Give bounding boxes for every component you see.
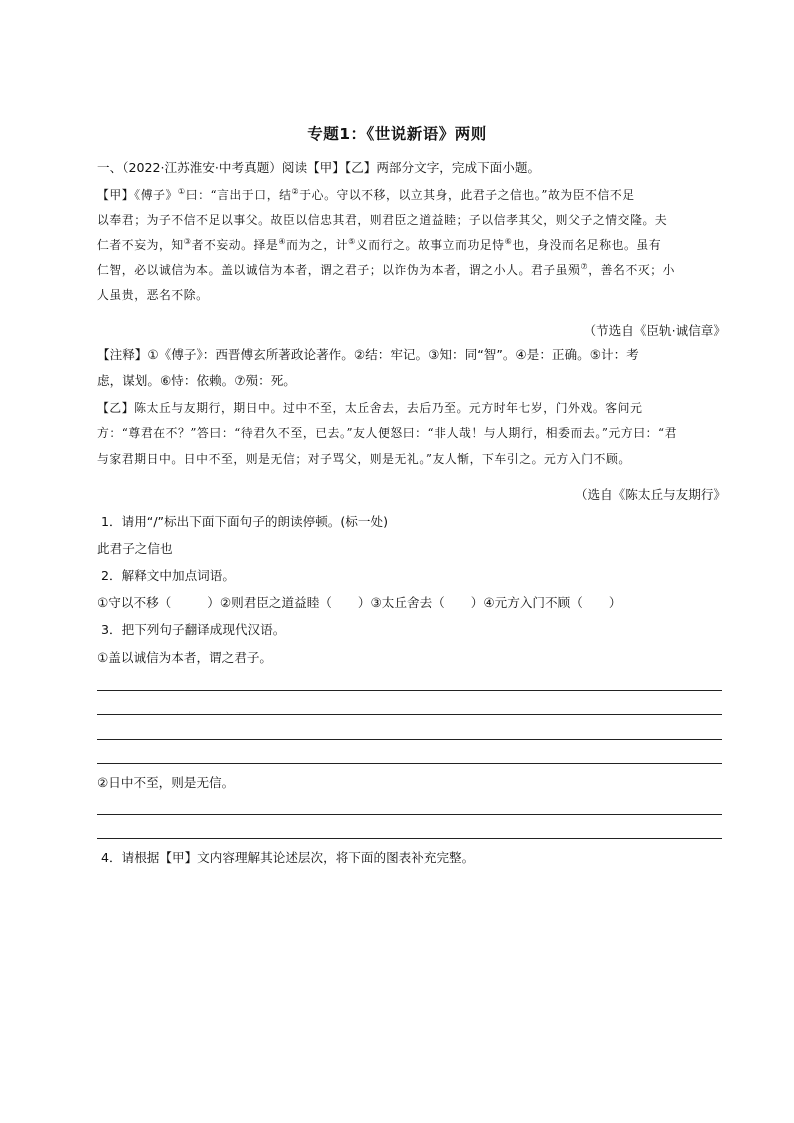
jia-text: 义而行之。故事立而功足恃 <box>355 238 505 252</box>
jia-line-2: 以奉君；为子不信不足以事父。故臣以信忠其君，则君臣之道益睦；子以信孝其父，则父子之情交隆。夫 <box>97 213 668 227</box>
jia-text: 仁智，必以诚信为本。盖以诚信为本者，谓之君子；以诈伪为本者，谓之小人。君子虽殒 <box>97 263 581 277</box>
note-mark-1: ① <box>177 187 186 197</box>
jia-text: 而为之，计 <box>286 238 349 252</box>
notes-line-2: 虑，谋划。⑥恃：依赖。⑦殒：死。 <box>97 373 296 388</box>
question-2: 2．解释文中加点词语。 <box>101 568 235 583</box>
note-mark-4: ④ <box>278 237 287 247</box>
answer-line[interactable] <box>97 763 722 764</box>
question-3: 3．把下列句子翻译成现代汉语。 <box>101 622 286 637</box>
yi-line-1 <box>97 400 727 416</box>
jia-text: 仁者不妄为，知 <box>97 238 184 252</box>
jia-text: 于心。守以不移，以立其身，此君子之信也。”故为臣不信不足 <box>299 188 635 202</box>
answer-line[interactable] <box>97 814 722 815</box>
jia-book: 《傅子》 <box>134 188 178 202</box>
note-mark-6: ⑥ <box>504 237 513 247</box>
question-2-items <box>97 595 727 611</box>
note-mark-7: ⑦ <box>580 262 589 272</box>
q2-item-1: ①守以不移（ <box>97 595 172 610</box>
yi-source: （选自《陈太丘与友期行》 <box>574 487 726 502</box>
notes-text: ①《傅子》：西晋傅玄所著政论著作。②结：牢记。③知：同“智”。④是：正确。⑤计：考 <box>147 347 639 362</box>
note-mark-3: ③ <box>183 237 192 247</box>
question-3b: ②日中不至，则是无信。 <box>97 775 235 790</box>
yi-line-2: 方：“尊君在不？”答曰：“待君久不至，已去。”友人便怒曰：“非人哉！与人期行，相委而去。”元方曰：“君 <box>97 426 678 440</box>
question-1: 1．请用“/”标出下面下面句子的朗读停顿。(标一处) <box>101 514 389 529</box>
note-mark-2: ② <box>291 187 300 197</box>
yi-line-3: 与家君期日中。日中不至，则是无信；对子骂父，则是无礼。”友人惭，下车引之。元方入门不顾。 <box>97 452 631 466</box>
q2-item-1-close: ） <box>207 595 220 610</box>
jia-line-1 <box>97 187 727 203</box>
q2-item-3: ③太丘舍去（ <box>370 595 445 610</box>
note-mark-5: ⑤ <box>348 237 356 247</box>
jia-label: 【甲】 <box>97 188 135 202</box>
jia-source: （节选自《臣轨·诚信章》 <box>583 323 726 338</box>
yi-text: 陈太丘与友期行，期日中。过中不至，太丘舍去，去后乃至。元方时年七岁，门外戏。客问元 <box>134 401 643 415</box>
jia-line-3 <box>97 237 727 253</box>
jia-line-4 <box>97 262 727 278</box>
answer-line[interactable] <box>97 739 722 740</box>
answer-line[interactable] <box>97 690 722 691</box>
notes-label: 【注释】 <box>97 347 148 362</box>
question-4: 4．请根据【甲】文内容理解其论述层次，将下面的图表补充完整。 <box>101 850 475 865</box>
q2-item-2-close: ） <box>357 595 371 610</box>
question-3a: ①盖以诚信为本者，谓之君子。 <box>97 650 273 665</box>
q2-item-4: ④元方入门不顾（ <box>483 595 583 610</box>
jia-text: 者不妄动。择是 <box>191 238 279 252</box>
jia-text: 曰：“言出于口，结 <box>185 188 292 202</box>
section-intro: 一、（2022·江苏淮安·中考真题）阅读【甲】【乙】两部分文字，完成下面小题。 <box>97 160 541 175</box>
page-title: 专题1：《世说新语》两则 <box>307 125 487 143</box>
answer-line[interactable] <box>97 714 722 715</box>
jia-text: ，善名不灭；小 <box>588 263 676 277</box>
answer-line[interactable] <box>97 838 722 839</box>
jia-line-5: 人虽贵，恶名不除。 <box>97 288 209 302</box>
q2-item-2: ②则君臣之道益睦（ <box>219 595 332 610</box>
jia-text: 也，身没而名足称也。虽有 <box>512 238 662 252</box>
q2-item-4-close: ） <box>608 595 622 610</box>
notes-line-1 <box>97 347 727 363</box>
q2-item-3-close: ） <box>470 595 484 610</box>
question-1-sentence: 此君子之信也 <box>97 541 173 556</box>
yi-label: 【乙】 <box>97 401 135 415</box>
